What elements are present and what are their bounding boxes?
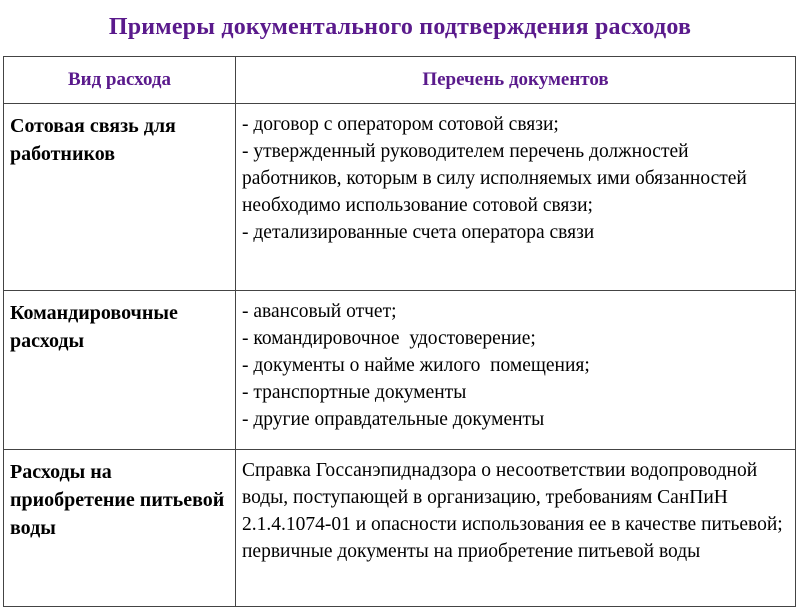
document-list-item: - другие оправдательные документы: [242, 409, 545, 430]
expense-type-cell: Командировочные расходы: [4, 291, 236, 450]
table-row: [4, 104, 796, 291]
document-list-item: Справка Госсанэпиднадзора о несоответствии водопроводной воды, поступающей в организацию, требованиям СанПиН 2.1.4.1074-01 и опасности использования ее в качестве питьевой; первичные документы на приобретение питьевой воды: [242, 460, 788, 562]
table-row: [4, 291, 796, 450]
document-list-item: - детализированные счета оператора связи: [242, 222, 595, 243]
document-list-item: - документы о найме жилого помещения;: [242, 355, 590, 376]
expense-documents-table: [3, 56, 796, 607]
document-list-item: - транспортные документы: [242, 382, 467, 403]
document-list-cell: [236, 450, 796, 607]
column-header-expense-type: Вид расхода: [4, 57, 236, 104]
document-list-item: - командировочное удостоверение;: [242, 328, 536, 349]
document-list-item: - утвержденный руководителем перечень должностей работников, которым в силу исполняемых ими обязанностей необходимо использование сотовой связи;: [242, 141, 752, 216]
document-list-item: - договор с оператором сотовой связи;: [242, 114, 559, 135]
expense-type-cell: Расходы на приобретение питьевой воды: [4, 450, 236, 607]
column-header-document-list: Перечень документов: [236, 57, 796, 104]
document-list-cell: [236, 291, 796, 450]
page-title: Примеры документального подтверждения расходов: [108, 14, 692, 40]
table-row: [4, 450, 796, 607]
expense-type-cell: Сотовая связь для работников: [4, 104, 236, 291]
document-list-item: - авансовый отчет;: [242, 301, 397, 322]
document-list-cell: [236, 104, 796, 291]
table-header-row: [4, 57, 796, 104]
